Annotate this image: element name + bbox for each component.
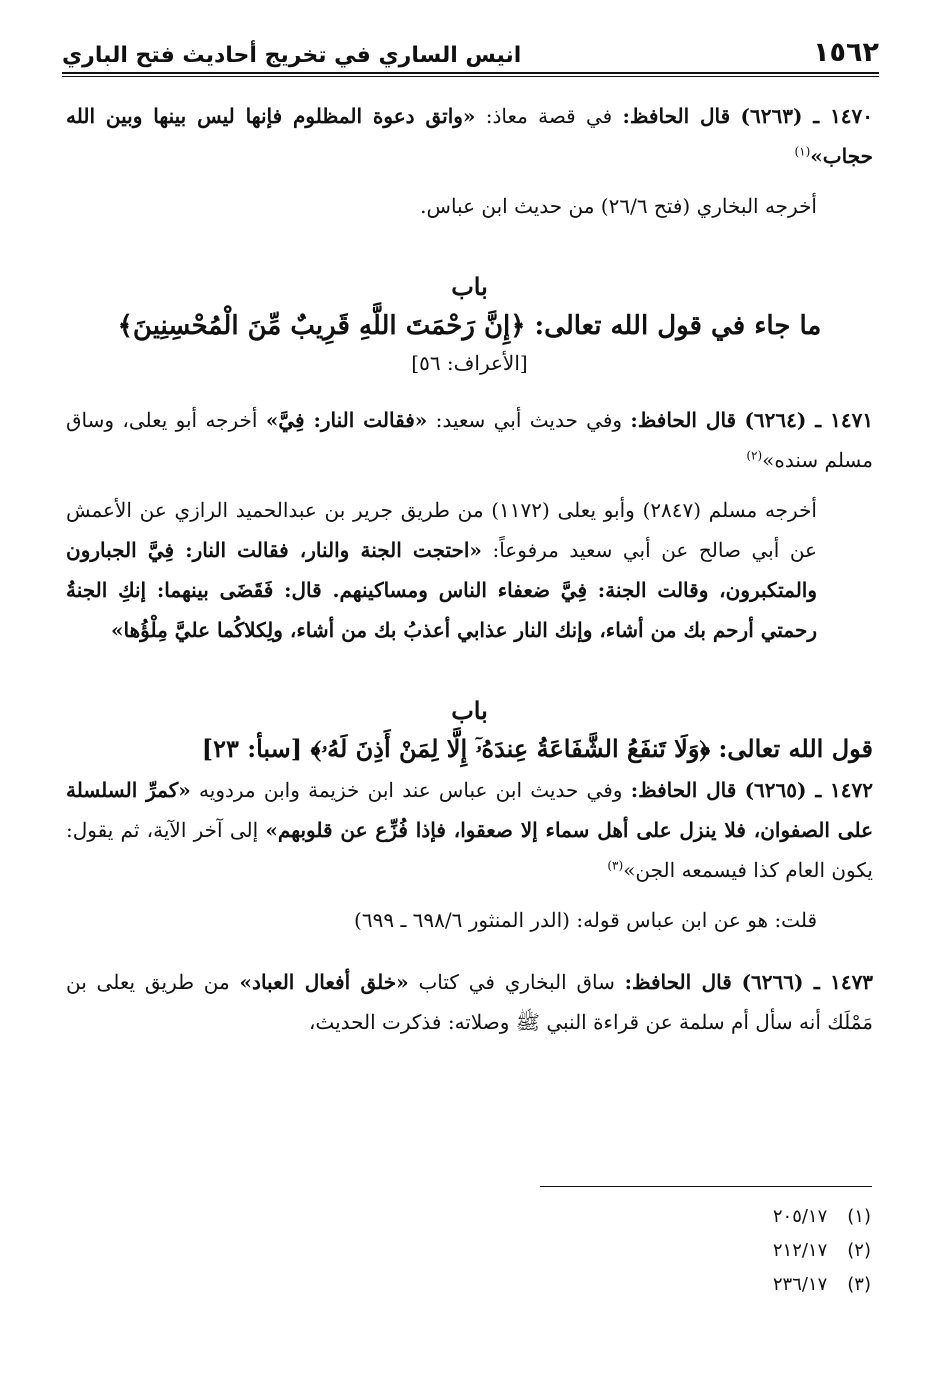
hadith-number: ١٤٧٠ ـ (٦٢٦٣) xyxy=(740,104,874,128)
note-1472: قلت: هو عن ابن عباس قوله: (الدر المنثور ٦٩٨/٦ ـ ٦٩٩) xyxy=(354,908,817,932)
hadith-intro: وفي حديث أبي سعيد: xyxy=(435,408,623,432)
footnote-text: ٢٣٦/١٧ xyxy=(772,1274,828,1295)
footnote-marker: (٢) xyxy=(746,448,763,463)
hadith-1472 xyxy=(66,770,873,890)
chapter-title: قول الله تعالى: ﴿وَلَا تَنفَعُ الشَّفَاعَةُ عِندَهُۥٓ إِلَّا لِمَنْ أَذِنَ لَهُۥ﴾ [سبأ: ٢٣] xyxy=(201,734,873,763)
footnote-text: ٢٠٥/١٧ xyxy=(772,1206,828,1227)
hadith-number: ١٤٧٢ ـ (٦٢٦٥) xyxy=(744,778,874,802)
hadith-label: قال الحافظ: xyxy=(622,104,731,128)
hadith-1473 xyxy=(66,962,873,1042)
header-rule xyxy=(62,72,879,74)
hadith-number: ١٤٧١ ـ (٦٢٦٤) xyxy=(744,408,874,432)
footnote-text: ٢١٢/١٧ xyxy=(772,1240,828,1261)
hadith-label: قال الحافظ: xyxy=(630,408,737,432)
takhrij-1471 xyxy=(66,490,873,650)
footnotes xyxy=(773,1200,871,1302)
chapter-title: ما جاء في قول الله تعالى: ﴿إِنَّ رَحْمَتَ اللَّهِ قَرِيبٌ مِّنَ الْمُحْسِنِينَ﴾ xyxy=(117,311,822,341)
footnote-marker: (٣) xyxy=(607,858,624,873)
chapter-heading-word: باب xyxy=(451,272,488,301)
footnote-item xyxy=(773,1234,871,1268)
running-title: انيس الساري في تخريج أحاديث فتح الباري xyxy=(62,43,522,68)
footnote-item xyxy=(773,1200,871,1234)
hadith-continuation: إلى آخر الآية، ثم يقول: يكون العام كذا فيسمعه الجن» xyxy=(66,818,873,882)
page-body xyxy=(66,96,873,1042)
hadith-intro: وفي حديث ابن عباس عند ابن خزيمة وابن مردويه xyxy=(199,778,623,802)
takhrij-1470: أخرجه البخاري (فتح ٢٦/٦) من حديث ابن عباس. xyxy=(420,194,817,218)
hadith-label: قال الحافظ: xyxy=(630,778,737,802)
takhrij-quote: «احتجت الجنة والنار، فقالت النار: فِيَّ الجبارون والمتكبرون، وقالت الجنة: فِيَّ ضعفاء الناس ومساكينهم. قال: فَقَضَى بينهما: إنكِ الجنةُ رحمتي أرحم بك من أشاء، وإنك النار عذابي أعذبُ بك من أشاء، ولِكلاكُما عليَّ مِلْؤُها» xyxy=(66,538,818,642)
page-number: ١٥٦٢ xyxy=(813,37,879,68)
chapter-verse-reference: [الأعراف: ٥٦] xyxy=(411,351,528,375)
hadith-quote: «واتق دعوة المظلوم فإنها ليس بينها وبين الله حجاب» xyxy=(66,104,873,168)
hadith-number: ١٤٧٣ ـ (٦٢٦٦) xyxy=(741,970,874,994)
hadith-1470 xyxy=(66,96,873,176)
footnote-marker: (١) xyxy=(794,144,811,159)
header-rule-thin xyxy=(62,76,879,77)
footnote-number: (٢) xyxy=(847,1240,871,1261)
footnote-number: (٣) xyxy=(847,1274,871,1295)
footnote-separator xyxy=(540,1186,872,1187)
hadith-continuation: من طريق يعلى بن مَمْلَك أنه سأل أم سلمة عن قراءة النبي ﷺ وصلاته: فذكرت الحديث، xyxy=(66,970,873,1034)
hadith-intro: في قصة معاذ: xyxy=(485,104,613,128)
hadith-quote: «فقالت النار: فِيَّ» xyxy=(265,408,428,432)
takhrij-text: أخرجه مسلم (٢٨٤٧) وأبو يعلى (١١٧٢) من طريق جرير بن عبدالحميد الرازي عن الأعمش عن أبي صالح عن أبي سعيد مرفوعاً: xyxy=(66,498,817,562)
hadith-1471 xyxy=(66,400,873,480)
hadith-continuation: أخرجه أبو يعلى، وساق مسلم سنده» xyxy=(66,408,873,472)
page-header xyxy=(62,28,879,68)
hadith-label: قال الحافظ: xyxy=(624,970,732,994)
hadith-intro: ساق البخاري في كتاب xyxy=(418,970,615,994)
footnote-number: (١) xyxy=(847,1206,871,1227)
hadith-quote: «كمرِّ السلسلة على الصفوان، فلا ينزل على أهل سماء إلا صعقوا، فإذا فُزِّع عن قلوبهم» xyxy=(66,778,873,842)
chapter-heading-word: باب xyxy=(451,696,488,725)
book-title: «خلق أفعال العباد» xyxy=(239,970,409,994)
footnote-item xyxy=(773,1268,871,1302)
